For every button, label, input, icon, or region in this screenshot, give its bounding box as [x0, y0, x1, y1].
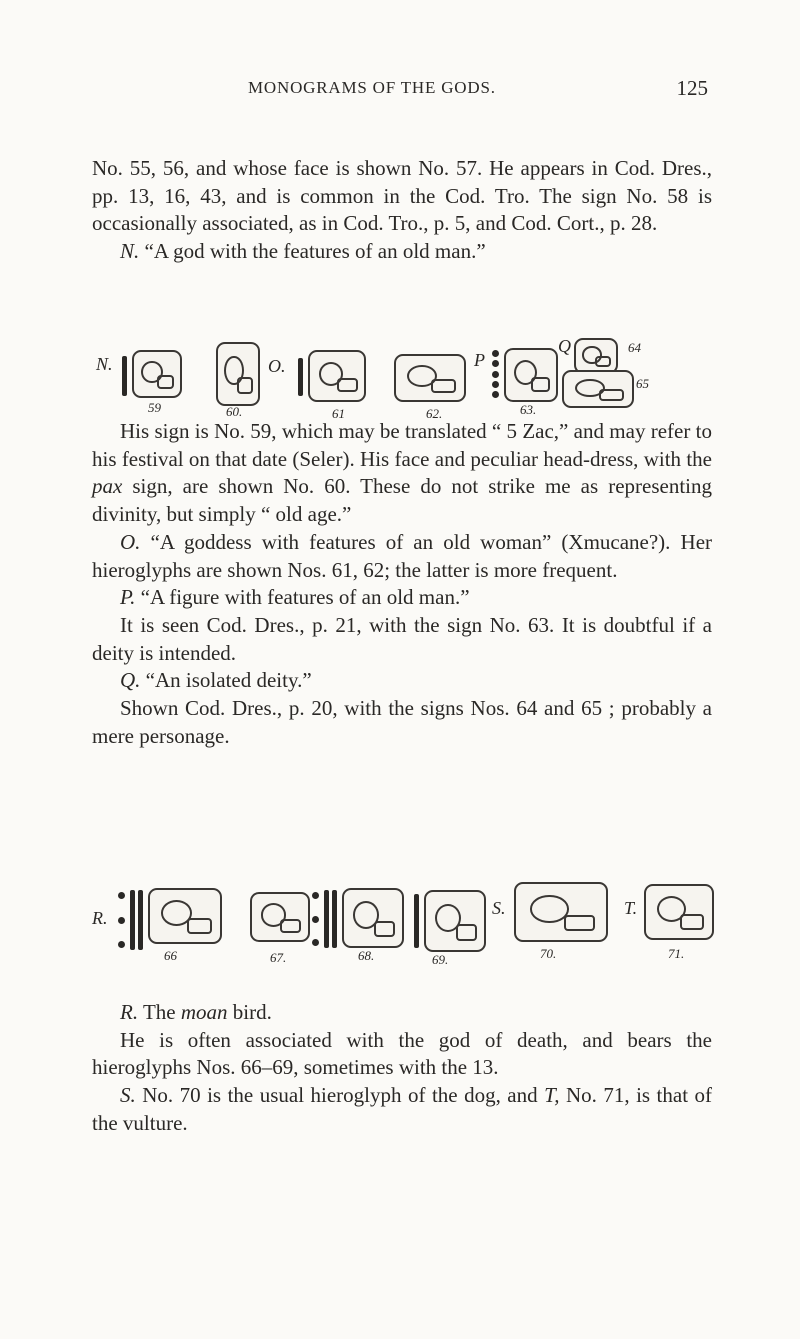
numeral-bar — [298, 358, 303, 396]
glyph-number-60: 60. — [226, 404, 243, 419]
text-block-1 — [92, 155, 712, 266]
glyph-number-63: 63. — [520, 402, 537, 417]
vulture-text: No. 71, is that of the vulture. — [92, 1083, 713, 1135]
plate-letter-o: O. — [268, 356, 286, 376]
page-number: 125 — [676, 76, 708, 100]
plate-letter-n: N. — [96, 354, 113, 374]
running-head — [0, 78, 800, 108]
numeral-dots-3 — [118, 892, 126, 948]
glyph-number-71: 71. — [668, 946, 685, 961]
glyph-plate-2 — [92, 880, 712, 966]
numeral-bar — [130, 890, 135, 950]
numeral-bar — [138, 890, 143, 950]
paragraph-moan-bird — [92, 999, 712, 1027]
plate-letter-t: T. — [624, 898, 638, 918]
glyph-71-image — [644, 884, 714, 940]
figure-p-description: “A figure with features of an old man.” — [140, 585, 470, 610]
god-n-description: “A god with the features of an old man.” — [144, 239, 486, 264]
glyph-67-image — [250, 892, 310, 942]
paragraph-god-n — [92, 238, 712, 266]
glyph-number-65: 65 — [636, 376, 649, 391]
running-title: MONOGRAMS OF THE GODS. — [248, 78, 496, 97]
glyph-number-61: 61 — [332, 406, 345, 421]
numeral-dots-3 — [312, 892, 320, 946]
moan-text-b: bird. — [227, 1000, 272, 1024]
paragraph-figure-p — [92, 584, 712, 612]
section-label-t: T, — [544, 1083, 560, 1108]
glyph-number-62: 62. — [426, 406, 443, 421]
paragraph-sign-59 — [92, 418, 712, 529]
paragraph-sign-63: It is seen Cod. Dres., p. 21, with the sign No. 63. It is doubtful if a deity is intended. — [92, 612, 712, 665]
sign-59-text: His sign is No. 59, which may be translated “ 5 Zac,” and may refer to his festival on that date (Seler). His face and peculiar head-dress, with the — [92, 419, 712, 471]
paragraph-deity-q — [92, 667, 712, 695]
glyph-65-image — [562, 370, 634, 408]
glyph-60-image — [216, 342, 260, 406]
deity-q-description: “An isolated deity.” — [145, 668, 312, 693]
plate-letter-s: S. — [492, 898, 506, 918]
glyph-number-64: 64 — [628, 340, 641, 355]
glyph-66-image — [148, 888, 222, 944]
text-block-3 — [92, 999, 712, 1138]
section-label-o: O. — [120, 529, 141, 554]
text-block-2 — [92, 418, 712, 750]
glyph-62-image — [394, 354, 466, 402]
numeral-bar — [122, 356, 127, 396]
section-label-q: Q. — [120, 668, 141, 693]
plate-letter-p: P — [474, 350, 485, 370]
glyph-number-69: 69. — [432, 952, 449, 967]
glyph-number-68: 68. — [358, 948, 375, 963]
section-label-r: R. — [120, 1000, 139, 1024]
glyph-number-59: 59 — [148, 400, 161, 415]
paragraph-signs-64-65: Shown Cod. Dres., p. 20, with the signs Nos. 64 and 65 ; probably a mere personage. — [92, 696, 712, 748]
glyph-63-image — [504, 348, 558, 402]
numeral-bar — [332, 890, 337, 948]
section-label-s: S. — [120, 1083, 136, 1108]
glyph-59-image — [132, 350, 182, 398]
pax-term: pax — [92, 474, 123, 499]
numeral-dots-5 — [492, 350, 500, 398]
section-label-p: P. — [120, 585, 136, 610]
glyph-64-image — [574, 338, 618, 374]
glyph-number-70: 70. — [540, 946, 557, 961]
glyph-61-image — [308, 350, 366, 402]
plate-letter-r: R. — [92, 908, 108, 928]
glyph-plate-1 — [92, 336, 712, 421]
dog-text: No. 70 is the usual hieroglyph of the dog, and — [142, 1083, 545, 1108]
glyph-number-67: 67. — [270, 950, 287, 965]
goddess-o-description: “A goddess with features of an old woman” (Xmucane?). Her hieroglyphs are shown Nos. 61, 62; the latter is more frequent. — [92, 529, 713, 582]
glyph-69-image — [424, 890, 486, 952]
paragraph-goddess-o — [92, 529, 712, 584]
paragraph-continuation: No. 55, 56, and whose face is shown No. 57. He appears in Cod. Dres., pp. 13, 16, 43, and is common in the Cod. Tro. The sign No. 58 is occasionally associated, as in Cod. Tro., p. 5, and Cod. Cort., p. 28. — [92, 156, 712, 236]
paragraph-death-god: He is often associated with the god of death, and bears the hieroglyphs Nos. 66–69, sometimes with the 13. — [92, 1027, 712, 1080]
paragraph-dog-vulture — [92, 1082, 712, 1137]
moan-term: moan — [180, 1000, 228, 1024]
plate-letter-q: Q — [558, 336, 571, 356]
glyph-70-image — [514, 882, 608, 942]
section-label-n: N. — [120, 239, 140, 264]
moan-text-a: The — [142, 1000, 181, 1024]
glyph-number-66: 66 — [164, 948, 177, 963]
numeral-bar — [324, 890, 329, 948]
glyph-68-image — [342, 888, 404, 948]
sign-60-text: sign, are shown No. 60. These do not strike me as representing divinity, but simply “ old age.” — [92, 474, 712, 527]
numeral-bar — [414, 894, 419, 948]
